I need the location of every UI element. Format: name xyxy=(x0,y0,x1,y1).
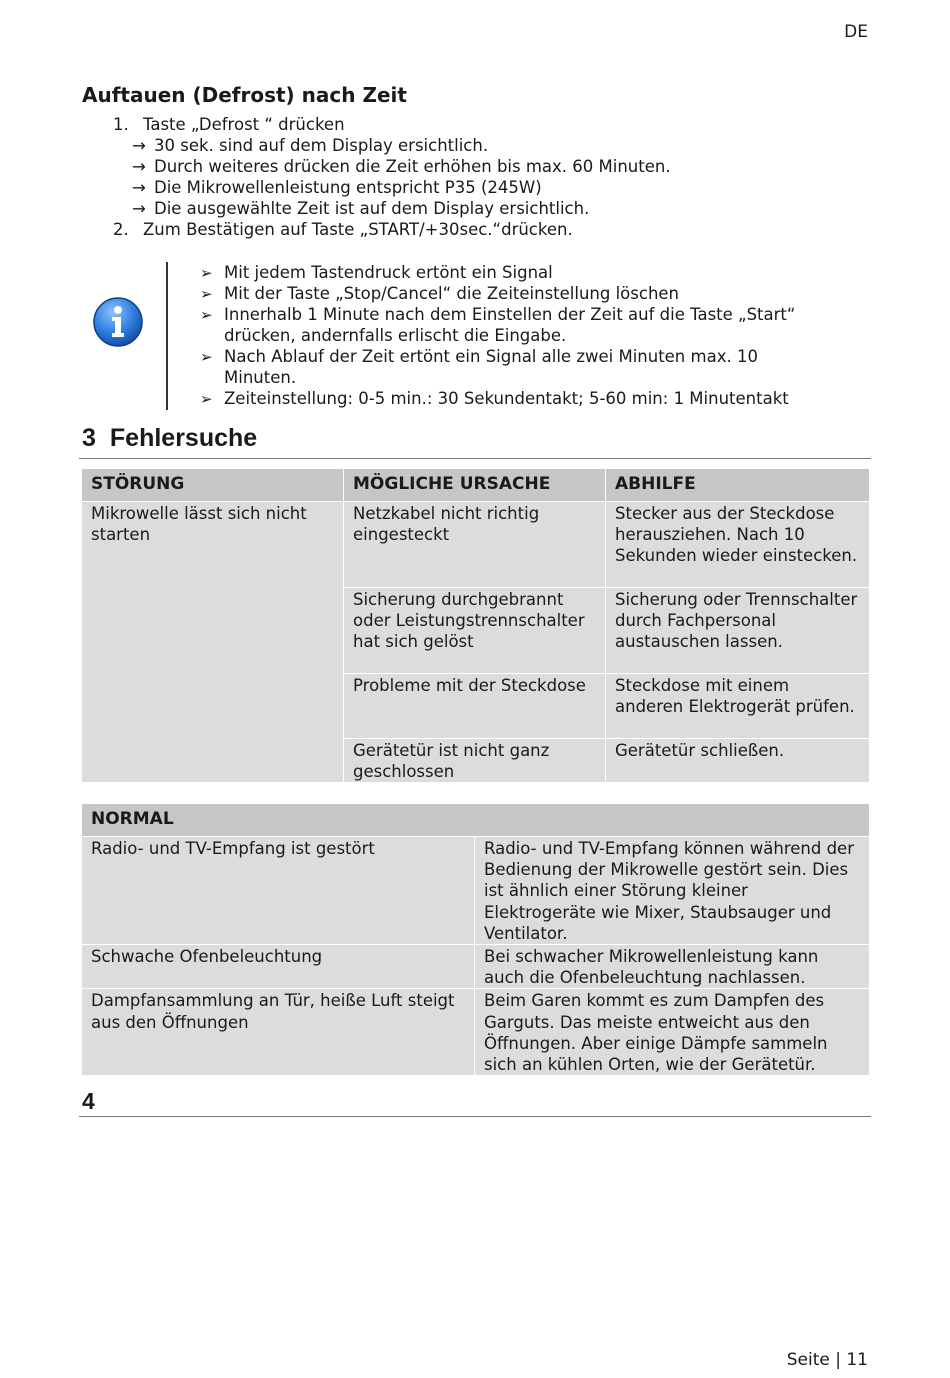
info-text: Mit jedem Tastendruck ertönt ein Signal xyxy=(224,263,553,282)
table-row xyxy=(82,989,870,1076)
substep-3 xyxy=(132,177,542,198)
step-1 xyxy=(113,114,345,135)
info-line-5 xyxy=(200,388,789,410)
section-title: Fehlersuche xyxy=(109,424,258,452)
cause-cell: Netzkabel nicht richtig eingesteckt xyxy=(344,502,606,588)
info-text: Nach Ablauf der Zeit ertönt ein Signal alle zwei Minuten max. 10 xyxy=(224,347,758,366)
fix-cell: Sicherung oder Trennschalter durch Fachpersonal austauschen lassen. xyxy=(606,588,870,674)
section-rule xyxy=(79,1116,871,1117)
issue-cell: Radio- und TV-Empfang ist gestört xyxy=(82,837,475,945)
bullet-icon: ➢ xyxy=(200,285,213,303)
info-icon xyxy=(92,296,144,348)
note-cell: Radio- und TV-Empfang können während der Bedienung der Mikrowelle gestört sein. Dies ist ähnlich einer Störung kleiner Elektrogeräte wie Mixer, Staubsauger und Ventilator. xyxy=(475,837,870,945)
issue-cell: Dampfansammlung an Tür, heiße Luft steigt aus den Öffnungen xyxy=(82,989,475,1076)
bullet-icon: ➢ xyxy=(200,306,213,324)
section-3-heading xyxy=(82,424,257,453)
header-cause: MÖGLICHE URSACHE xyxy=(344,469,606,502)
troubleshooting-table xyxy=(81,468,870,783)
step-1-number: 1. xyxy=(113,115,129,134)
info-divider xyxy=(166,262,168,410)
info-line-1 xyxy=(200,262,553,284)
substep-2 xyxy=(132,156,671,177)
header-normal: NORMAL xyxy=(82,804,870,837)
info-text: Zeiteinstellung: 0-5 min.: 30 Sekundentakt; 5-60 min: 1 Minutentakt xyxy=(224,389,789,408)
info-line-2 xyxy=(200,283,679,305)
substep-1 xyxy=(132,135,488,156)
arrow-icon: → xyxy=(132,178,146,197)
info-line-4-cont: Minuten. xyxy=(224,368,297,387)
defrost-heading: Auftauen (Defrost) nach Zeit xyxy=(82,83,407,107)
note-cell: Bei schwacher Mikrowellenleistung kann auch die Ofenbeleuchtung nachlassen. xyxy=(475,945,870,989)
bullet-icon: ➢ xyxy=(200,390,213,408)
header-fix: ABHILFE xyxy=(606,469,870,502)
fix-cell: Steckdose mit einem anderen Elektrogerät prüfen. xyxy=(606,674,870,739)
step-2-text: Zum Bestätigen auf Taste „START/+30sec.“drücken. xyxy=(143,220,573,239)
info-line-4 xyxy=(200,346,758,368)
bullet-icon: ➢ xyxy=(200,264,213,282)
issue-cell: Schwache Ofenbeleuchtung xyxy=(82,945,475,989)
substep-1-text: 30 sek. sind auf dem Display ersichtlich. xyxy=(154,136,489,155)
table-row xyxy=(82,837,870,945)
cause-cell: Sicherung durchgebrannt oder Leistungstrennschalter hat sich gelöst xyxy=(344,588,606,674)
normal-table xyxy=(81,803,870,1076)
cause-cell: Probleme mit der Steckdose xyxy=(344,674,606,739)
info-text: Mit der Taste „Stop/Cancel“ die Zeiteinstellung löschen xyxy=(224,284,680,303)
section-number: 3 xyxy=(82,424,96,452)
substep-3-text: Die Mikrowellenleistung entspricht P35 (245W) xyxy=(154,178,542,197)
info-text: Innerhalb 1 Minute nach dem Einstellen der Zeit auf die Taste „Start“ xyxy=(224,305,796,324)
step-2 xyxy=(113,219,573,240)
step-2-number: 2. xyxy=(113,220,129,239)
info-line-3-cont: drücken, andernfalls erlischt die Eingabe. xyxy=(224,326,567,345)
cause-cell: Gerätetür ist nicht ganz geschlossen xyxy=(344,739,606,783)
fix-cell: Stecker aus der Steckdose herausziehen. Nach 10 Sekunden wieder einstecken. xyxy=(606,502,870,588)
bullet-icon: ➢ xyxy=(200,348,213,366)
substep-2-text: Durch weiteres drücken die Zeit erhöhen bis max. 60 Minuten. xyxy=(154,157,671,176)
substep-4 xyxy=(132,198,589,219)
header-problem: STÖRUNG xyxy=(82,469,344,502)
substep-4-text: Die ausgewählte Zeit ist auf dem Display ersichtlich. xyxy=(154,199,590,218)
arrow-icon: → xyxy=(132,199,146,218)
info-line-3 xyxy=(200,304,795,326)
fix-cell: Gerätetür schließen. xyxy=(606,739,870,783)
table-header-row xyxy=(82,804,870,837)
note-cell: Beim Garen kommt es zum Dampfen des Garguts. Das meiste entweicht aus den Öffnungen. Aber einige Dämpfe sammeln sich an kühlen Orten, wie der Gerätetür. xyxy=(475,989,870,1076)
section-4-heading: 4 xyxy=(82,1088,95,1114)
page-number: Seite | 11 xyxy=(786,1350,868,1370)
arrow-icon: → xyxy=(132,157,146,176)
section-rule xyxy=(79,458,871,459)
language-label: DE xyxy=(844,22,868,42)
step-1-text: Taste „Defrost “ drücken xyxy=(143,115,345,134)
table-header-row xyxy=(82,469,870,502)
table-row xyxy=(82,945,870,989)
table-row xyxy=(82,502,870,588)
arrow-icon: → xyxy=(132,136,146,155)
problem-cell: Mikrowelle lässt sich nicht starten xyxy=(82,502,344,783)
